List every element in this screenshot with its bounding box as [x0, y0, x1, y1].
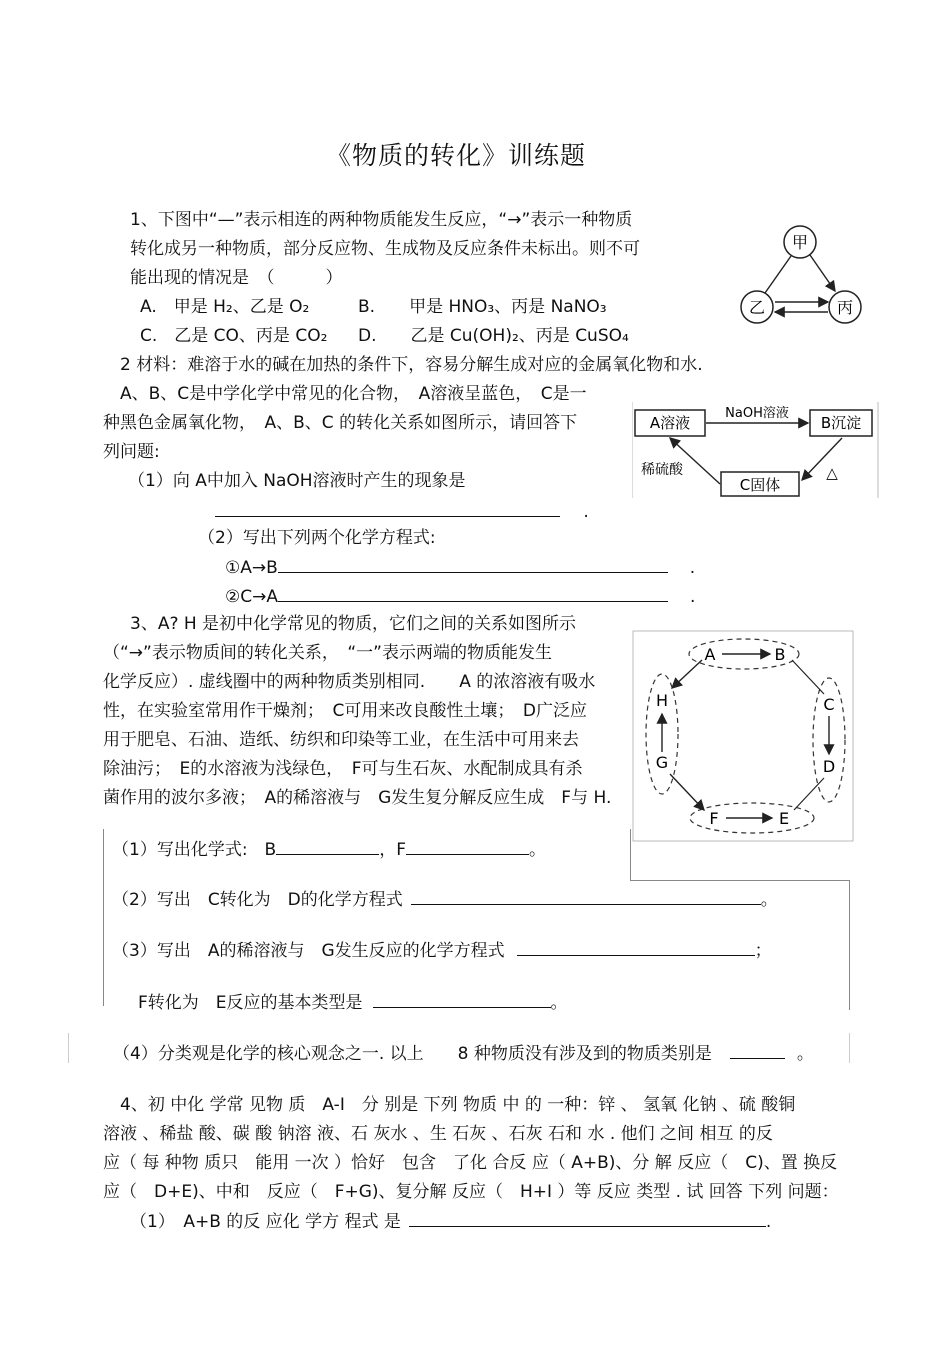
- q3-answer-b-blank[interactable]: [276, 838, 379, 855]
- q3-sub1-row: [112, 838, 546, 861]
- q3-sub4-label: （4）分类观是化学的核心观念之一. 以上 8 种物质没有涉及到的物质类别是: [113, 1044, 712, 1064]
- label-dilute-acid: 稀硫酸: [641, 462, 683, 478]
- q2-sub2: （2）写出下列两个化学方程式:: [198, 528, 436, 548]
- q1-triangle-diagram: [735, 222, 870, 332]
- q2-sub1-blank[interactable]: [215, 500, 560, 517]
- q1-line3: 能出现的情况是 （ ）: [130, 268, 343, 288]
- q3-sub4-end: 。: [796, 1044, 814, 1064]
- arrow-jia-bing: [810, 255, 835, 291]
- q4-line4: 应（ D+E)、中和 反应（ F+G)、复分解 反应（ H+I ）等 反应 类型 . 试 回答 下列 问题：: [103, 1182, 839, 1202]
- page-title: 《物质的转化》训练题: [326, 141, 587, 170]
- q2-cycle-diagram: [632, 400, 882, 500]
- q4-line1: 4、初 中化 学常 见物 质 A-I 分 别是 下列 物质 中 的 一种：锌 、 氢氧 化钠 、硫 酸铜: [120, 1095, 796, 1115]
- q1-option-a[interactable]: A. 甲是 H₂、乙是 O₂: [140, 297, 310, 317]
- edge-jia-yi: [765, 256, 791, 293]
- q2-eq1-period: .: [689, 558, 696, 578]
- q3-sub3b-row: [138, 991, 568, 1014]
- edge-b-c: [792, 660, 824, 694]
- q2-sub1-period: .: [583, 502, 589, 522]
- node-a: A: [704, 645, 716, 664]
- q3-sub3-label: （3）写出 A的稀溶液与 G发生反应的化学方程式: [112, 941, 505, 961]
- q4-sub1-blank[interactable]: [409, 1210, 766, 1227]
- arrow-g-f: [670, 774, 704, 810]
- node-d: D: [822, 757, 836, 776]
- q2-eq1-row: [225, 556, 695, 579]
- q2-eq2-row: [225, 585, 695, 608]
- q4-sub1-row: [130, 1210, 771, 1233]
- q1-line1: 1、下图中“—”表示相连的两种物质能发生反应，“→”表示一种物质: [130, 210, 633, 230]
- q3-sub4-row: [113, 1042, 814, 1065]
- q4-line3: 应（ 每 种物 质只 能用 一次 ）恰好 包含 了化 合反 应（ A+B)、分 解 反应（ C)、置 换反: [103, 1153, 838, 1173]
- q3-sub1-end: 。: [529, 840, 546, 860]
- q3-line3: 化学反应）. 虚线圈中的两种物质类别相同. A 的浓溶液有吸水: [103, 672, 596, 692]
- q2-eq2-period: .: [689, 587, 696, 607]
- node-h: H: [655, 691, 669, 710]
- q2-line1: A、B、C是中学化学中常见的化合物， A溶液呈蓝色， C是一: [120, 384, 587, 404]
- q3-sub2-label: （2）写出 C转化为 D的化学方程式: [112, 890, 403, 910]
- q3-sub1-label: （1）写出化学式: B: [112, 840, 277, 860]
- q3-sub3b-label: F转化为 E反应的基本类型是: [138, 993, 363, 1013]
- q1-option-c[interactable]: C. 乙是 CO、丙是 CO₂: [140, 326, 328, 346]
- q3-sub2-end: 。: [760, 890, 778, 910]
- node-b: B: [774, 645, 786, 664]
- q2-eq2-label: ②C→A: [225, 587, 278, 607]
- q3-sub3-row: [112, 939, 772, 962]
- q3-line6: 除油污； E的水溶液为浅绿色， F可与生石灰、水配制成具有杀: [103, 759, 583, 779]
- label-box-a: A溶液: [649, 414, 691, 432]
- q4-sub1-label: （1） A+B 的反 应化 学方 程式 是: [130, 1212, 401, 1232]
- node-e: E: [778, 809, 790, 828]
- q3-line2: （“→”表示物质间的转化关系， “一”表示两端的物质能发生: [103, 643, 552, 663]
- q4-sub1-end: .: [765, 1212, 772, 1232]
- q3-line7: 菌作用的波尔多液； A的稀溶液与 G发生复分解反应生成 F与 H.: [103, 788, 612, 808]
- label-box-c: C固体: [739, 476, 781, 494]
- q3-sub2-row: [112, 888, 778, 911]
- q2-eq1-label: ①A→B: [225, 558, 278, 578]
- q3-line1: 3、A? H 是初中化学常见的物质，它们之间的关系如图所示: [130, 614, 577, 634]
- node-c: C: [823, 695, 835, 714]
- q3-sub3b-end: 。: [550, 993, 568, 1013]
- q1-line2: 转化成另一种物质，部分反应物、生成物及反应条件未标出。则不可: [130, 239, 640, 259]
- q2-line3: 列问题:: [103, 442, 160, 462]
- q3-substance-diagram: [632, 630, 854, 842]
- q3-sub3-end: ；: [754, 941, 772, 961]
- node-g: G: [655, 753, 669, 772]
- arrow-a-h: [672, 660, 702, 688]
- edge-d-e: [794, 778, 824, 810]
- q3-answer-f-blank[interactable]: [406, 838, 529, 855]
- q3-sub3-blank[interactable]: [517, 939, 755, 956]
- q3-sub2-blank[interactable]: [411, 888, 761, 905]
- q2-eq2-blank[interactable]: [278, 585, 668, 602]
- node-f: F: [709, 809, 719, 828]
- q3-sub4-blank[interactable]: [730, 1042, 785, 1059]
- q2-sub1-answer[interactable]: [215, 500, 589, 523]
- label-heat: △: [826, 464, 838, 482]
- label-bing: 丙: [836, 298, 854, 317]
- label-jia: 甲: [791, 233, 809, 252]
- q2-line2: 种黑色金属氧化物， A、B、C 的转化关系如图所示，请回答下: [103, 413, 578, 433]
- q3-line5: 用于肥皂、石油、造纸、纺织和印染等工业，在生活中可用来去: [103, 730, 579, 750]
- q2-eq1-blank[interactable]: [278, 556, 668, 573]
- q3-sub1-f-label: ，F: [379, 840, 406, 860]
- q2-intro: 2 材料：难溶于水的碱在加热的条件下，容易分解生成对应的金属氧化物和水.: [120, 355, 703, 375]
- q3-line4: 性，在实验室常用作干燥剂； C可用来改良酸性土壤； D广泛应: [103, 701, 587, 721]
- label-naoh: NaOH溶液: [725, 406, 789, 421]
- label-yi: 乙: [748, 298, 766, 317]
- q2-sub1: （1）向 A中加入 NaOH溶液时产生的现象是: [128, 471, 466, 491]
- q3-sub3b-blank[interactable]: [373, 991, 551, 1008]
- label-box-b: B沉淀: [820, 414, 862, 432]
- q1-option-d[interactable]: D. 乙是 Cu(OH)₂、丙是 CuSO₄: [358, 326, 629, 346]
- q4-line2: 溶液 、稀盐 酸、碳 酸 钠溶 液、石 灰水 、生 石灰 、石灰 石和 水 . 他们 之间 相互 的反: [103, 1124, 773, 1144]
- q1-option-b[interactable]: B. 甲是 HNO₃、丙是 NaNO₃: [358, 297, 607, 317]
